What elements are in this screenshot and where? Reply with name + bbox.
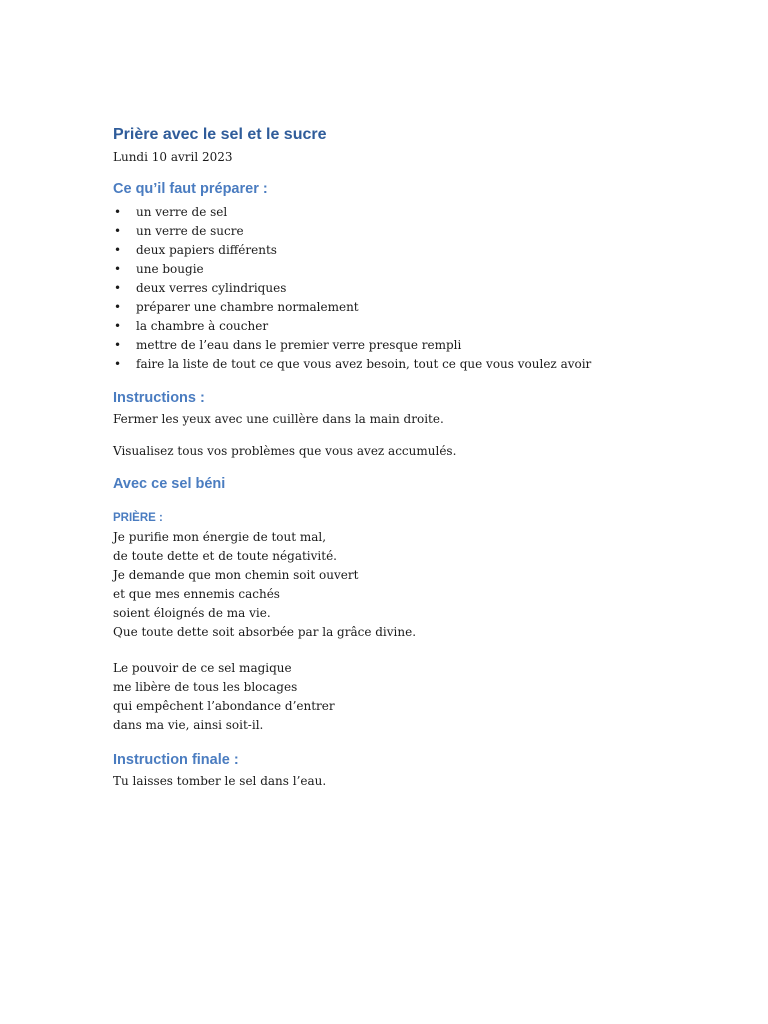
list-item (113, 241, 733, 260)
bullet-icon: • (114, 281, 122, 295)
bullet-icon: • (114, 205, 122, 219)
list-item (113, 355, 733, 374)
preparation-heading: Ce qu’il faut préparer : (113, 181, 268, 197)
list-item (113, 260, 733, 279)
list-item-text: mettre de l’eau dans le premier verre presque rempli (136, 338, 462, 352)
prayer-line: Que toute dette soit absorbée par la grâce divine. (113, 625, 417, 639)
bullet-icon: • (114, 262, 122, 276)
preparation-list (113, 203, 733, 374)
final-instruction-heading: Instruction finale : (113, 752, 239, 768)
bullet-icon: • (114, 224, 122, 238)
bullet-icon: • (114, 243, 122, 257)
blessed-salt-heading: Avec ce sel béni (113, 476, 226, 492)
prayer-line: soient éloignés de ma vie. (113, 606, 271, 620)
list-item-text: un verre de sel (136, 205, 228, 219)
document-date: Lundi 10 avril 2023 (113, 150, 233, 164)
list-item (113, 222, 733, 241)
prayer-stanza-1 (113, 528, 733, 642)
prayer-line: et que mes ennemis cachés (113, 587, 280, 601)
bullet-icon: • (114, 300, 122, 314)
list-item-text: une bougie (136, 262, 204, 276)
bullet-icon: • (114, 338, 122, 352)
prayer-line: Je demande que mon chemin soit ouvert (113, 568, 359, 582)
document-page (113, 124, 733, 791)
list-item (113, 298, 733, 317)
document-title: Prière avec le sel et le sucre (113, 126, 327, 143)
prayer-line: dans ma vie, ainsi soit-il. (113, 718, 264, 732)
prayer-line: de toute dette et de toute négativité. (113, 549, 337, 563)
list-item-text: un verre de sucre (136, 224, 244, 238)
list-item-text: la chambre à coucher (136, 319, 269, 333)
preparation-list-wrapper (113, 203, 733, 374)
prayer-line: qui empêchent l’abondance d’entrer (113, 699, 335, 713)
bullet-icon: • (114, 319, 122, 333)
final-instruction-text: Tu laisses tomber le sel dans l’eau. (113, 774, 327, 788)
prayer-line: me libère de tous les blocages (113, 680, 298, 694)
instruction-line: Fermer les yeux avec une cuillère dans la main droite. (113, 412, 444, 426)
list-item (113, 317, 733, 336)
list-item (113, 336, 733, 355)
list-item (113, 279, 733, 298)
instruction-line: Visualisez tous vos problèmes que vous avez accumulés. (113, 444, 457, 458)
list-item (113, 203, 733, 222)
prayer-label: PRIÈRE : (113, 512, 163, 524)
bullet-icon: • (114, 357, 122, 371)
prayer-stanza-2 (113, 659, 733, 735)
list-item-text: faire la liste de tout ce que vous avez besoin, tout ce que vous voulez avoir (136, 357, 592, 371)
instructions-heading: Instructions : (113, 390, 205, 406)
list-item-text: préparer une chambre normalement (136, 300, 359, 314)
list-item-text: deux papiers différents (136, 243, 277, 257)
prayer-line: Je purifie mon énergie de tout mal, (113, 530, 327, 544)
list-item-text: deux verres cylindriques (136, 281, 287, 295)
prayer-line: Le pouvoir de ce sel magique (113, 661, 292, 675)
